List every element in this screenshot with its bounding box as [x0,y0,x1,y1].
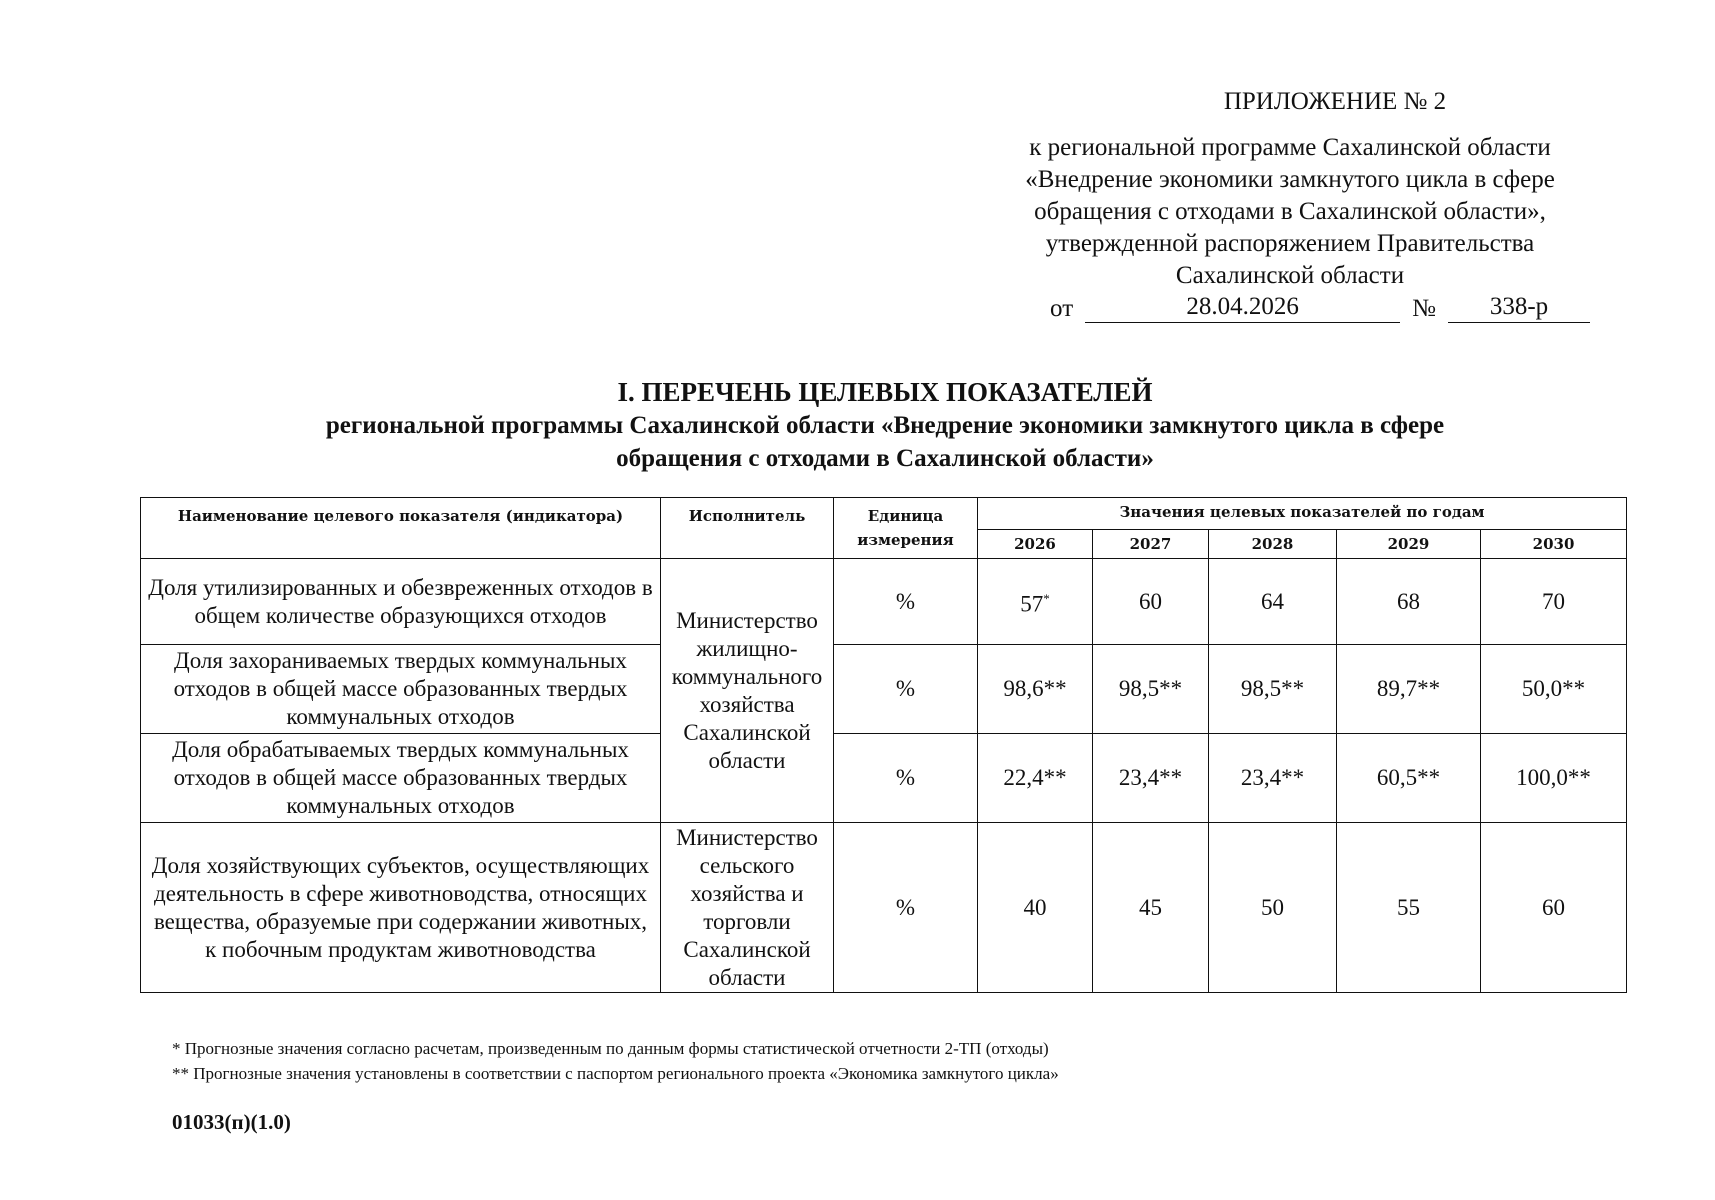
value-cell: 50,0** [1481,645,1627,734]
value-cell: 55 [1337,823,1481,993]
header-year: 2029 [1337,530,1481,559]
footnotes [172,1036,1059,1086]
table-row [141,645,1627,734]
value-cell: 23,4** [1093,734,1209,823]
value-cell: 98,5** [1209,645,1337,734]
appendix-block [980,88,1600,323]
title-subtitle-line: региональной программы Сахалинской области «Внедрение экономики замкнутого цикла в сфере [325,412,1445,439]
order-number: 338-р [1448,292,1590,323]
number-label: № [1412,295,1436,322]
value-cell: 60,5** [1337,734,1481,823]
value-cell: 22,4** [978,734,1093,823]
footnote: * Прогнозные значения согласно расчетам, произведенным по данным формы статистической отчетности 2-ТП (отходы) [172,1039,1049,1058]
header-year: 2027 [1093,530,1209,559]
value-cell: 100,0** [1481,734,1627,823]
signature-line [980,292,1590,323]
table-row [141,734,1627,823]
header-unit: Единица измерения [834,498,978,559]
indicator-name: Доля обрабатываемых твердых коммунальных отходов в общей массе образованных твердых коммунальных отходов [141,734,661,823]
footnote-mark: * [1043,590,1050,606]
value-cell: 57* [978,559,1093,645]
indicator-name: Доля утилизированных и обезвреженных отходов в общем количестве образующихся отходов [141,559,661,645]
value-cell: 98,6** [978,645,1093,734]
indicator-name: Доля хозяйствующих субъектов, осуществляющих деятельность в сфере животноводства, относящих вещества, образуемые при содержании животных, к побочным продуктам животноводства [141,823,661,993]
value-cell: 70 [1481,559,1627,645]
appendix-heading: ПРИЛОЖЕНИЕ № 2 [1223,88,1447,115]
document-code: 01033(п)(1.0) [172,1110,291,1134]
indicators-table [140,497,1627,993]
executor-cell: Министерство жилищно-коммунального хозяйства Сахалинской области [661,559,834,823]
value-cell: 64 [1209,559,1337,645]
table-row [141,823,1627,993]
value-cell: 89,7** [1337,645,1481,734]
indicator-name: Доля захораниваемых твердых коммунальных отходов в общей массе образованных твердых коммунальных отходов [141,645,661,734]
value-cell: 98,5** [1093,645,1209,734]
appendix-line: «Внедрение экономики замкнутого цикла в сфере [1025,166,1555,193]
appendix-line: Сахалинской области [1175,262,1405,289]
value-cell: 45 [1093,823,1209,993]
header-year: 2026 [978,530,1093,559]
header-executor: Исполнитель [661,498,834,559]
value-cell: 50 [1209,823,1337,993]
unit-cell: % [834,823,978,993]
value-cell: 60 [1481,823,1627,993]
appendix-line: утвержденной распоряжением Правительства [1045,230,1535,257]
value-cell: 23,4** [1209,734,1337,823]
unit-cell: % [834,734,978,823]
unit-cell: % [834,559,978,645]
header-year: 2028 [1209,530,1337,559]
date-label: от [1050,295,1074,322]
header-values: Значения целевых показателей по годам [978,498,1627,530]
document-title [200,376,1570,475]
appendix-line: обращения с отходами в Сахалинской области», [1034,198,1546,225]
value-cell: 68 [1337,559,1481,645]
appendix-line: к региональной программе Сахалинской области [1029,134,1551,161]
appendix-text [980,132,1600,292]
executor-cell: Министерство сельского хозяйства и торговли Сахалинской области [661,823,834,993]
table-row [141,559,1627,645]
value-cell: 60 [1093,559,1209,645]
title-subtitle-line: обращения с отходами в Сахалинской области» [616,445,1154,472]
unit-cell: % [834,645,978,734]
order-date: 28.04.2026 [1085,292,1400,323]
header-name: Наименование целевого показателя (индикатора) [141,498,661,559]
title-main: I. ПЕРЕЧЕНЬ ЦЕЛЕВЫХ ПОКАЗАТЕЛЕЙ [617,377,1153,407]
value-cell: 40 [978,823,1093,993]
footnote: ** Прогнозные значения установлены в соответствии с паспортом регионального проекта «Экономика замкнутого цикла» [172,1064,1059,1083]
header-year: 2030 [1481,530,1627,559]
